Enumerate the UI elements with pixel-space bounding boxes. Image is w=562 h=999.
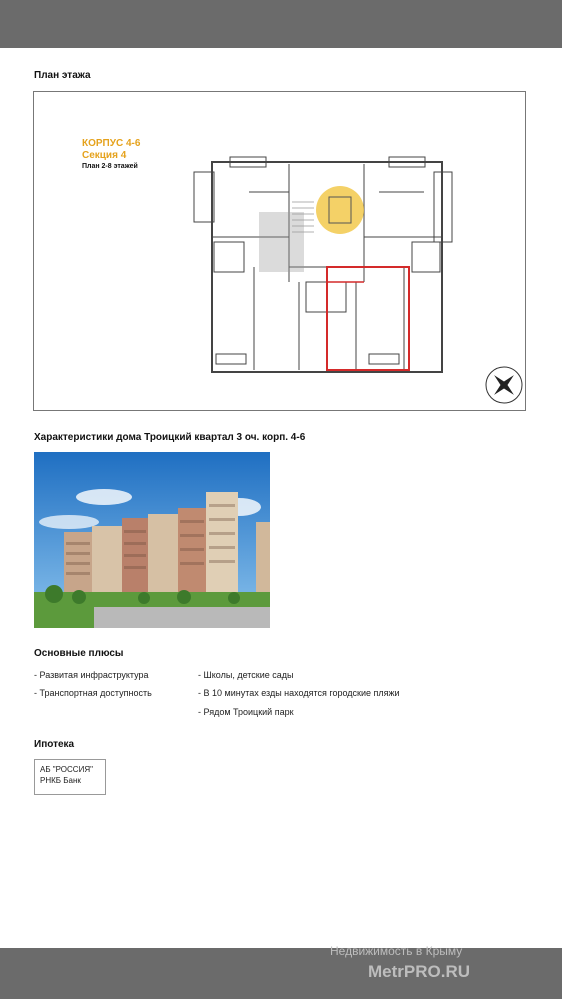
advantages-right-item: - Школы, детские сады (198, 670, 294, 680)
advantages-right-item: - В 10 минутах езды находятся городские пляжи (198, 688, 400, 698)
bank-name: АБ "РОССИЯ" (40, 765, 93, 774)
floor-plan-frame (33, 91, 526, 411)
plan-title: План этажа (34, 70, 91, 81)
advantages-right-item: - Рядом Троицкий парк (198, 707, 294, 717)
advantages-left-item: - Развитая инфраструктура (34, 670, 149, 680)
document-page (0, 48, 562, 948)
bank-name: РНКБ Банк (40, 776, 81, 785)
section-label: Секция 4 (82, 150, 127, 161)
characteristics-title: Характеристики дома Троицкий квартал 3 оч. корп. 4-6 (34, 432, 306, 443)
floor-plan-drawing (34, 92, 525, 410)
advantages-title: Основные плюсы (34, 648, 124, 659)
building-render-image (34, 452, 270, 628)
watermark-line2: MetrPRO.RU (368, 962, 471, 981)
korpus-label: КОРПУС 4-6 (82, 138, 141, 149)
banks-box (34, 759, 106, 795)
floors-label: План 2-8 этажей (82, 163, 138, 170)
watermark-line1: Недвижимость в Крыму (330, 944, 463, 958)
mortgage-title: Ипотека (34, 739, 75, 750)
advantages-left-item: - Транспортная доступность (34, 688, 152, 698)
